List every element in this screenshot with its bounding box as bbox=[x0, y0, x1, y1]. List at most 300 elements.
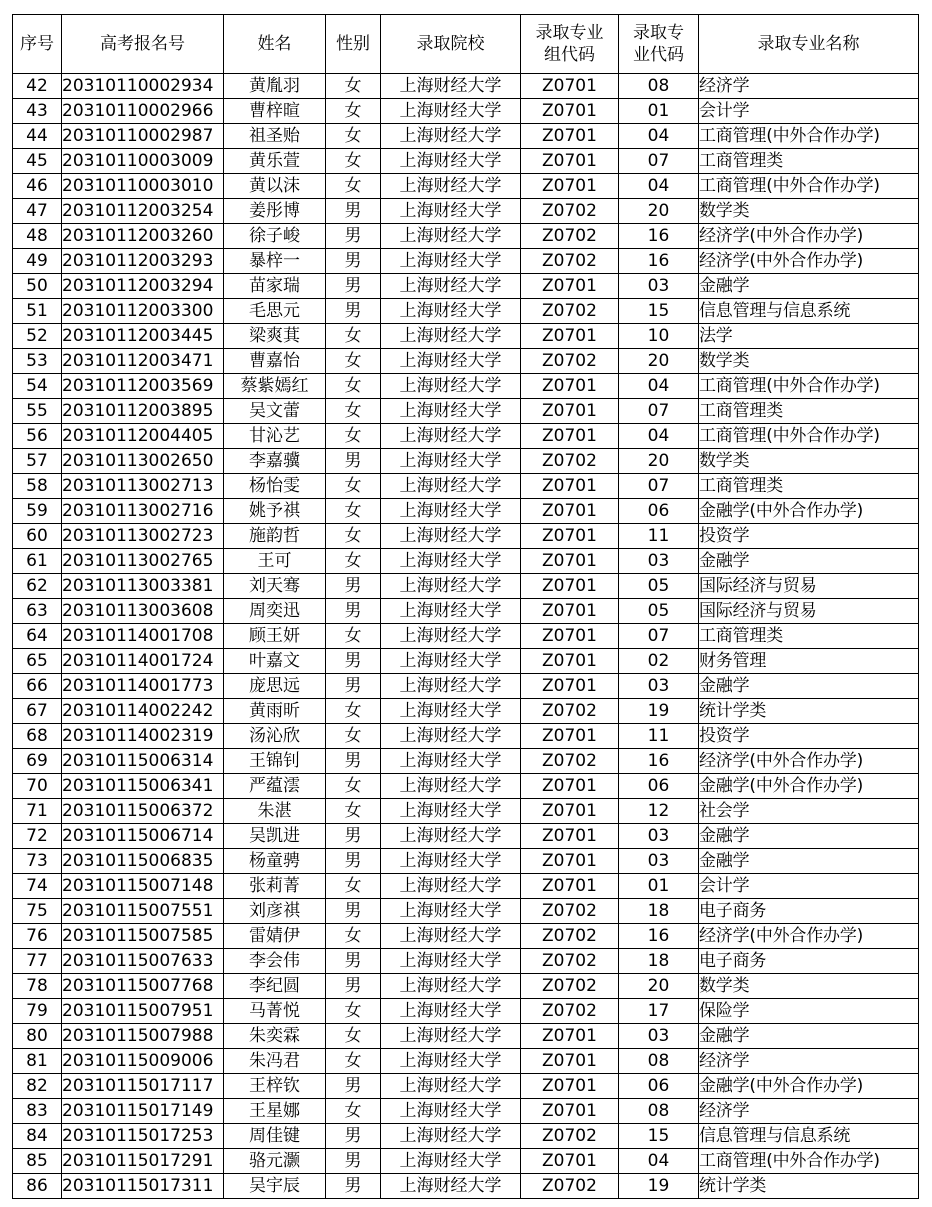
cell-name: 毛思元 bbox=[224, 299, 326, 324]
cell-name: 黄以沫 bbox=[224, 174, 326, 199]
cell-major-code: 20 bbox=[619, 349, 699, 374]
cell-school: 上海财经大学 bbox=[381, 1024, 521, 1049]
cell-seq: 70 bbox=[13, 774, 62, 799]
cell-seq: 80 bbox=[13, 1024, 62, 1049]
cell-exam-id: 20310110003010 bbox=[62, 174, 224, 199]
cell-group-code: Z0702 bbox=[521, 924, 619, 949]
cell-name: 吴宇辰 bbox=[224, 1174, 326, 1199]
cell-group-code: Z0701 bbox=[521, 524, 619, 549]
cell-major-name: 金融学 bbox=[699, 824, 919, 849]
cell-group-code: Z0701 bbox=[521, 574, 619, 599]
cell-major-code: 07 bbox=[619, 624, 699, 649]
cell-name: 李纪圆 bbox=[224, 974, 326, 999]
cell-group-code: Z0701 bbox=[521, 74, 619, 99]
cell-group-code: Z0701 bbox=[521, 274, 619, 299]
cell-major-code: 07 bbox=[619, 399, 699, 424]
cell-name: 施韵哲 bbox=[224, 524, 326, 549]
cell-major-name: 经济学 bbox=[699, 1049, 919, 1074]
cell-group-code: Z0701 bbox=[521, 324, 619, 349]
cell-exam-id: 20310112003254 bbox=[62, 199, 224, 224]
cell-school: 上海财经大学 bbox=[381, 824, 521, 849]
cell-seq: 86 bbox=[13, 1174, 62, 1199]
cell-school: 上海财经大学 bbox=[381, 224, 521, 249]
cell-group-code: Z0702 bbox=[521, 199, 619, 224]
table-body bbox=[13, 74, 919, 1199]
table-row bbox=[13, 874, 919, 899]
cell-exam-id: 20310113002716 bbox=[62, 499, 224, 524]
cell-seq: 46 bbox=[13, 174, 62, 199]
cell-major-code: 19 bbox=[619, 1174, 699, 1199]
cell-seq: 62 bbox=[13, 574, 62, 599]
cell-name: 曹嘉怡 bbox=[224, 349, 326, 374]
cell-name: 汤沁欣 bbox=[224, 724, 326, 749]
cell-name: 朱奕霖 bbox=[224, 1024, 326, 1049]
cell-gender: 女 bbox=[326, 799, 381, 824]
cell-seq: 50 bbox=[13, 274, 62, 299]
cell-group-code: Z0702 bbox=[521, 1174, 619, 1199]
cell-exam-id: 20310112003471 bbox=[62, 349, 224, 374]
cell-school: 上海财经大学 bbox=[381, 399, 521, 424]
cell-major-code: 20 bbox=[619, 974, 699, 999]
cell-major-name: 工商管理(中外合作办学) bbox=[699, 374, 919, 399]
cell-major-code: 04 bbox=[619, 1149, 699, 1174]
cell-major-code: 05 bbox=[619, 574, 699, 599]
cell-major-code: 04 bbox=[619, 124, 699, 149]
cell-exam-id: 20310115007551 bbox=[62, 899, 224, 924]
cell-gender: 女 bbox=[326, 699, 381, 724]
cell-school: 上海财经大学 bbox=[381, 499, 521, 524]
cell-seq: 61 bbox=[13, 549, 62, 574]
cell-gender: 女 bbox=[326, 924, 381, 949]
table-row bbox=[13, 1074, 919, 1099]
cell-school: 上海财经大学 bbox=[381, 549, 521, 574]
cell-exam-id: 20310115009006 bbox=[62, 1049, 224, 1074]
cell-major-name: 投资学 bbox=[699, 524, 919, 549]
cell-name: 庞思远 bbox=[224, 674, 326, 699]
cell-group-code: Z0702 bbox=[521, 899, 619, 924]
cell-seq: 79 bbox=[13, 999, 62, 1024]
cell-group-code: Z0702 bbox=[521, 224, 619, 249]
cell-major-name: 电子商务 bbox=[699, 949, 919, 974]
cell-gender: 女 bbox=[326, 549, 381, 574]
cell-group-code: Z0702 bbox=[521, 349, 619, 374]
cell-school: 上海财经大学 bbox=[381, 749, 521, 774]
cell-name: 王锦钊 bbox=[224, 749, 326, 774]
cell-school: 上海财经大学 bbox=[381, 974, 521, 999]
cell-exam-id: 20310113003381 bbox=[62, 574, 224, 599]
cell-school: 上海财经大学 bbox=[381, 1049, 521, 1074]
cell-name: 周佳键 bbox=[224, 1124, 326, 1149]
cell-name: 王可 bbox=[224, 549, 326, 574]
cell-seq: 53 bbox=[13, 349, 62, 374]
header-text: 业代码 bbox=[633, 45, 684, 65]
cell-school: 上海财经大学 bbox=[381, 99, 521, 124]
cell-gender: 女 bbox=[326, 174, 381, 199]
cell-school: 上海财经大学 bbox=[381, 699, 521, 724]
cell-major-code: 04 bbox=[619, 424, 699, 449]
table-row bbox=[13, 474, 919, 499]
cell-seq: 68 bbox=[13, 724, 62, 749]
cell-major-name: 社会学 bbox=[699, 799, 919, 824]
cell-seq: 48 bbox=[13, 224, 62, 249]
cell-major-name: 统计学类 bbox=[699, 699, 919, 724]
cell-group-code: Z0702 bbox=[521, 449, 619, 474]
cell-major-name: 电子商务 bbox=[699, 899, 919, 924]
cell-school: 上海财经大学 bbox=[381, 374, 521, 399]
cell-group-code: Z0701 bbox=[521, 474, 619, 499]
cell-group-code: Z0701 bbox=[521, 149, 619, 174]
cell-name: 徐子峻 bbox=[224, 224, 326, 249]
cell-school: 上海财经大学 bbox=[381, 949, 521, 974]
cell-exam-id: 20310110003009 bbox=[62, 149, 224, 174]
cell-gender: 女 bbox=[326, 399, 381, 424]
cell-exam-id: 20310115006714 bbox=[62, 824, 224, 849]
cell-major-name: 金融学 bbox=[699, 274, 919, 299]
cell-name: 叶嘉文 bbox=[224, 649, 326, 674]
cell-group-code: Z0701 bbox=[521, 1049, 619, 1074]
cell-exam-id: 20310115017117 bbox=[62, 1074, 224, 1099]
cell-group-code: Z0701 bbox=[521, 674, 619, 699]
header-col-group-code bbox=[521, 15, 619, 74]
cell-gender: 女 bbox=[326, 149, 381, 174]
cell-major-name: 财务管理 bbox=[699, 649, 919, 674]
header-col-major-name bbox=[699, 15, 919, 74]
cell-major-name: 工商管理类 bbox=[699, 399, 919, 424]
cell-school: 上海财经大学 bbox=[381, 524, 521, 549]
table-row bbox=[13, 799, 919, 824]
cell-name: 周奕迅 bbox=[224, 599, 326, 624]
admission-list-sheet bbox=[12, 14, 918, 1199]
cell-gender: 女 bbox=[326, 124, 381, 149]
cell-major-code: 03 bbox=[619, 549, 699, 574]
cell-gender: 女 bbox=[326, 499, 381, 524]
table-row bbox=[13, 649, 919, 674]
cell-major-name: 经济学(中外合作办学) bbox=[699, 924, 919, 949]
cell-major-name: 工商管理类 bbox=[699, 474, 919, 499]
cell-name: 祖圣贻 bbox=[224, 124, 326, 149]
cell-major-code: 03 bbox=[619, 274, 699, 299]
table-row bbox=[13, 449, 919, 474]
cell-seq: 82 bbox=[13, 1074, 62, 1099]
table-row bbox=[13, 349, 919, 374]
cell-major-name: 工商管理(中外合作办学) bbox=[699, 124, 919, 149]
cell-exam-id: 20310113002650 bbox=[62, 449, 224, 474]
cell-gender: 男 bbox=[326, 899, 381, 924]
cell-major-code: 08 bbox=[619, 1049, 699, 1074]
cell-seq: 85 bbox=[13, 1149, 62, 1174]
cell-group-code: Z0701 bbox=[521, 174, 619, 199]
table-row bbox=[13, 424, 919, 449]
cell-name: 曹梓暄 bbox=[224, 99, 326, 124]
cell-major-code: 03 bbox=[619, 849, 699, 874]
table-row bbox=[13, 174, 919, 199]
cell-name: 骆元灏 bbox=[224, 1149, 326, 1174]
table-row bbox=[13, 774, 919, 799]
cell-gender: 女 bbox=[326, 1049, 381, 1074]
cell-name: 王梓钦 bbox=[224, 1074, 326, 1099]
cell-seq: 72 bbox=[13, 824, 62, 849]
cell-exam-id: 20310112003293 bbox=[62, 249, 224, 274]
table-row bbox=[13, 549, 919, 574]
cell-major-code: 19 bbox=[619, 699, 699, 724]
cell-name: 张莉菁 bbox=[224, 874, 326, 899]
cell-major-code: 12 bbox=[619, 799, 699, 824]
cell-group-code: Z0701 bbox=[521, 874, 619, 899]
header-col-gender bbox=[326, 15, 381, 74]
table-row bbox=[13, 274, 919, 299]
cell-name: 甘沁艺 bbox=[224, 424, 326, 449]
header-text: 组代码 bbox=[544, 45, 595, 65]
table-row bbox=[13, 149, 919, 174]
cell-seq: 74 bbox=[13, 874, 62, 899]
cell-seq: 52 bbox=[13, 324, 62, 349]
table-row bbox=[13, 899, 919, 924]
cell-exam-id: 20310115006314 bbox=[62, 749, 224, 774]
cell-group-code: Z0702 bbox=[521, 249, 619, 274]
cell-major-name: 统计学类 bbox=[699, 1174, 919, 1199]
table-row bbox=[13, 1124, 919, 1149]
cell-school: 上海财经大学 bbox=[381, 174, 521, 199]
cell-gender: 女 bbox=[326, 874, 381, 899]
cell-gender: 男 bbox=[326, 824, 381, 849]
cell-gender: 男 bbox=[326, 449, 381, 474]
table-row bbox=[13, 524, 919, 549]
cell-seq: 71 bbox=[13, 799, 62, 824]
cell-gender: 女 bbox=[326, 349, 381, 374]
cell-school: 上海财经大学 bbox=[381, 674, 521, 699]
cell-group-code: Z0701 bbox=[521, 824, 619, 849]
table-row bbox=[13, 224, 919, 249]
table-row bbox=[13, 499, 919, 524]
cell-school: 上海财经大学 bbox=[381, 74, 521, 99]
cell-name: 苗家瑞 bbox=[224, 274, 326, 299]
cell-major-code: 16 bbox=[619, 924, 699, 949]
table-row bbox=[13, 199, 919, 224]
header-text: 姓名 bbox=[257, 34, 292, 54]
table-row bbox=[13, 924, 919, 949]
cell-major-name: 信息管理与信息系统 bbox=[699, 299, 919, 324]
cell-group-code: Z0702 bbox=[521, 699, 619, 724]
cell-major-code: 10 bbox=[619, 324, 699, 349]
cell-seq: 69 bbox=[13, 749, 62, 774]
cell-gender: 男 bbox=[326, 849, 381, 874]
cell-major-name: 经济学(中外合作办学) bbox=[699, 749, 919, 774]
cell-school: 上海财经大学 bbox=[381, 1174, 521, 1199]
cell-name: 顾王妍 bbox=[224, 624, 326, 649]
cell-school: 上海财经大学 bbox=[381, 349, 521, 374]
cell-group-code: Z0701 bbox=[521, 424, 619, 449]
table-row bbox=[13, 624, 919, 649]
cell-name: 李嘉骥 bbox=[224, 449, 326, 474]
cell-gender: 男 bbox=[326, 299, 381, 324]
header-text: 性别 bbox=[336, 34, 370, 54]
cell-seq: 51 bbox=[13, 299, 62, 324]
cell-group-code: Z0701 bbox=[521, 1149, 619, 1174]
table-row bbox=[13, 299, 919, 324]
cell-major-code: 17 bbox=[619, 999, 699, 1024]
cell-seq: 56 bbox=[13, 424, 62, 449]
cell-major-name: 经济学 bbox=[699, 74, 919, 99]
cell-name: 吴凯进 bbox=[224, 824, 326, 849]
cell-name: 王星娜 bbox=[224, 1099, 326, 1124]
cell-school: 上海财经大学 bbox=[381, 249, 521, 274]
cell-major-name: 经济学(中外合作办学) bbox=[699, 249, 919, 274]
cell-school: 上海财经大学 bbox=[381, 274, 521, 299]
cell-major-code: 16 bbox=[619, 224, 699, 249]
cell-gender: 男 bbox=[326, 674, 381, 699]
cell-major-name: 数学类 bbox=[699, 199, 919, 224]
cell-school: 上海财经大学 bbox=[381, 874, 521, 899]
cell-seq: 64 bbox=[13, 624, 62, 649]
cell-seq: 84 bbox=[13, 1124, 62, 1149]
header-text: 序号 bbox=[20, 34, 54, 54]
table-row bbox=[13, 1099, 919, 1124]
cell-major-name: 工商管理类 bbox=[699, 624, 919, 649]
cell-exam-id: 20310115007148 bbox=[62, 874, 224, 899]
cell-major-name: 数学类 bbox=[699, 974, 919, 999]
cell-group-code: Z0702 bbox=[521, 949, 619, 974]
cell-gender: 女 bbox=[326, 1099, 381, 1124]
cell-major-code: 08 bbox=[619, 1099, 699, 1124]
cell-seq: 75 bbox=[13, 899, 62, 924]
cell-gender: 女 bbox=[326, 999, 381, 1024]
cell-exam-id: 20310115006835 bbox=[62, 849, 224, 874]
cell-major-name: 会计学 bbox=[699, 874, 919, 899]
cell-name: 杨童骋 bbox=[224, 849, 326, 874]
cell-exam-id: 20310112003300 bbox=[62, 299, 224, 324]
cell-group-code: Z0701 bbox=[521, 849, 619, 874]
cell-name: 暴梓一 bbox=[224, 249, 326, 274]
cell-school: 上海财经大学 bbox=[381, 474, 521, 499]
cell-major-code: 01 bbox=[619, 874, 699, 899]
cell-major-code: 01 bbox=[619, 99, 699, 124]
table-row bbox=[13, 674, 919, 699]
cell-group-code: Z0702 bbox=[521, 974, 619, 999]
cell-major-code: 11 bbox=[619, 524, 699, 549]
header-col-major-code bbox=[619, 15, 699, 74]
cell-school: 上海财经大学 bbox=[381, 1074, 521, 1099]
cell-gender: 女 bbox=[326, 74, 381, 99]
cell-major-name: 金融学(中外合作办学) bbox=[699, 499, 919, 524]
cell-gender: 男 bbox=[326, 949, 381, 974]
cell-school: 上海财经大学 bbox=[381, 124, 521, 149]
cell-major-code: 06 bbox=[619, 1074, 699, 1099]
cell-major-code: 04 bbox=[619, 174, 699, 199]
table-row bbox=[13, 249, 919, 274]
cell-exam-id: 20310112003260 bbox=[62, 224, 224, 249]
cell-group-code: Z0702 bbox=[521, 1124, 619, 1149]
header-col-name bbox=[224, 15, 326, 74]
cell-exam-id: 20310114002319 bbox=[62, 724, 224, 749]
cell-major-name: 数学类 bbox=[699, 349, 919, 374]
cell-gender: 男 bbox=[326, 249, 381, 274]
cell-seq: 57 bbox=[13, 449, 62, 474]
cell-major-name: 会计学 bbox=[699, 99, 919, 124]
cell-exam-id: 20310112004405 bbox=[62, 424, 224, 449]
header-text: 高考报名号 bbox=[100, 34, 185, 54]
cell-major-code: 04 bbox=[619, 374, 699, 399]
cell-seq: 60 bbox=[13, 524, 62, 549]
cell-major-code: 03 bbox=[619, 1024, 699, 1049]
cell-exam-id: 20310110002966 bbox=[62, 99, 224, 124]
cell-seq: 81 bbox=[13, 1049, 62, 1074]
cell-exam-id: 20310115007633 bbox=[62, 949, 224, 974]
table-row bbox=[13, 1049, 919, 1074]
cell-school: 上海财经大学 bbox=[381, 849, 521, 874]
cell-major-name: 信息管理与信息系统 bbox=[699, 1124, 919, 1149]
cell-exam-id: 20310115017253 bbox=[62, 1124, 224, 1149]
cell-name: 姜彤博 bbox=[224, 199, 326, 224]
cell-gender: 男 bbox=[326, 649, 381, 674]
cell-seq: 47 bbox=[13, 199, 62, 224]
table-row bbox=[13, 1174, 919, 1199]
header-col-exam-id bbox=[62, 15, 224, 74]
cell-seq: 73 bbox=[13, 849, 62, 874]
cell-name: 刘天骞 bbox=[224, 574, 326, 599]
cell-exam-id: 20310112003445 bbox=[62, 324, 224, 349]
cell-group-code: Z0701 bbox=[521, 1024, 619, 1049]
cell-major-code: 20 bbox=[619, 449, 699, 474]
cell-major-name: 经济学 bbox=[699, 1099, 919, 1124]
cell-major-code: 18 bbox=[619, 949, 699, 974]
cell-major-code: 15 bbox=[619, 1124, 699, 1149]
cell-gender: 男 bbox=[326, 974, 381, 999]
cell-major-name: 工商管理类 bbox=[699, 149, 919, 174]
cell-seq: 54 bbox=[13, 374, 62, 399]
cell-seq: 78 bbox=[13, 974, 62, 999]
cell-exam-id: 20310114001724 bbox=[62, 649, 224, 674]
cell-exam-id: 20310114001773 bbox=[62, 674, 224, 699]
cell-exam-id: 20310113002723 bbox=[62, 524, 224, 549]
header-text: 录取院校 bbox=[416, 34, 485, 54]
cell-seq: 76 bbox=[13, 924, 62, 949]
cell-major-name: 数学类 bbox=[699, 449, 919, 474]
header-text: 录取专业名称 bbox=[757, 34, 860, 54]
cell-name: 姚予祺 bbox=[224, 499, 326, 524]
cell-school: 上海财经大学 bbox=[381, 899, 521, 924]
cell-gender: 女 bbox=[326, 1024, 381, 1049]
table-row bbox=[13, 974, 919, 999]
cell-school: 上海财经大学 bbox=[381, 574, 521, 599]
cell-major-name: 金融学 bbox=[699, 549, 919, 574]
cell-school: 上海财经大学 bbox=[381, 724, 521, 749]
cell-gender: 女 bbox=[326, 324, 381, 349]
cell-exam-id: 20310113003608 bbox=[62, 599, 224, 624]
cell-major-name: 金融学 bbox=[699, 849, 919, 874]
cell-major-name: 国际经济与贸易 bbox=[699, 599, 919, 624]
header-text: 录取专业 bbox=[535, 23, 604, 43]
cell-major-code: 03 bbox=[619, 824, 699, 849]
cell-exam-id: 20310113002713 bbox=[62, 474, 224, 499]
cell-name: 严蕴澐 bbox=[224, 774, 326, 799]
cell-exam-id: 20310115007768 bbox=[62, 974, 224, 999]
cell-exam-id: 20310115017149 bbox=[62, 1099, 224, 1124]
cell-major-code: 18 bbox=[619, 899, 699, 924]
cell-exam-id: 20310115007951 bbox=[62, 999, 224, 1024]
cell-school: 上海财经大学 bbox=[381, 1149, 521, 1174]
cell-major-name: 金融学 bbox=[699, 674, 919, 699]
cell-school: 上海财经大学 bbox=[381, 299, 521, 324]
table-row bbox=[13, 374, 919, 399]
table-row bbox=[13, 949, 919, 974]
cell-seq: 55 bbox=[13, 399, 62, 424]
cell-exam-id: 20310115007585 bbox=[62, 924, 224, 949]
cell-major-name: 经济学(中外合作办学) bbox=[699, 224, 919, 249]
cell-gender: 女 bbox=[326, 424, 381, 449]
cell-major-name: 国际经济与贸易 bbox=[699, 574, 919, 599]
cell-name: 马菁悦 bbox=[224, 999, 326, 1024]
cell-group-code: Z0701 bbox=[521, 399, 619, 424]
